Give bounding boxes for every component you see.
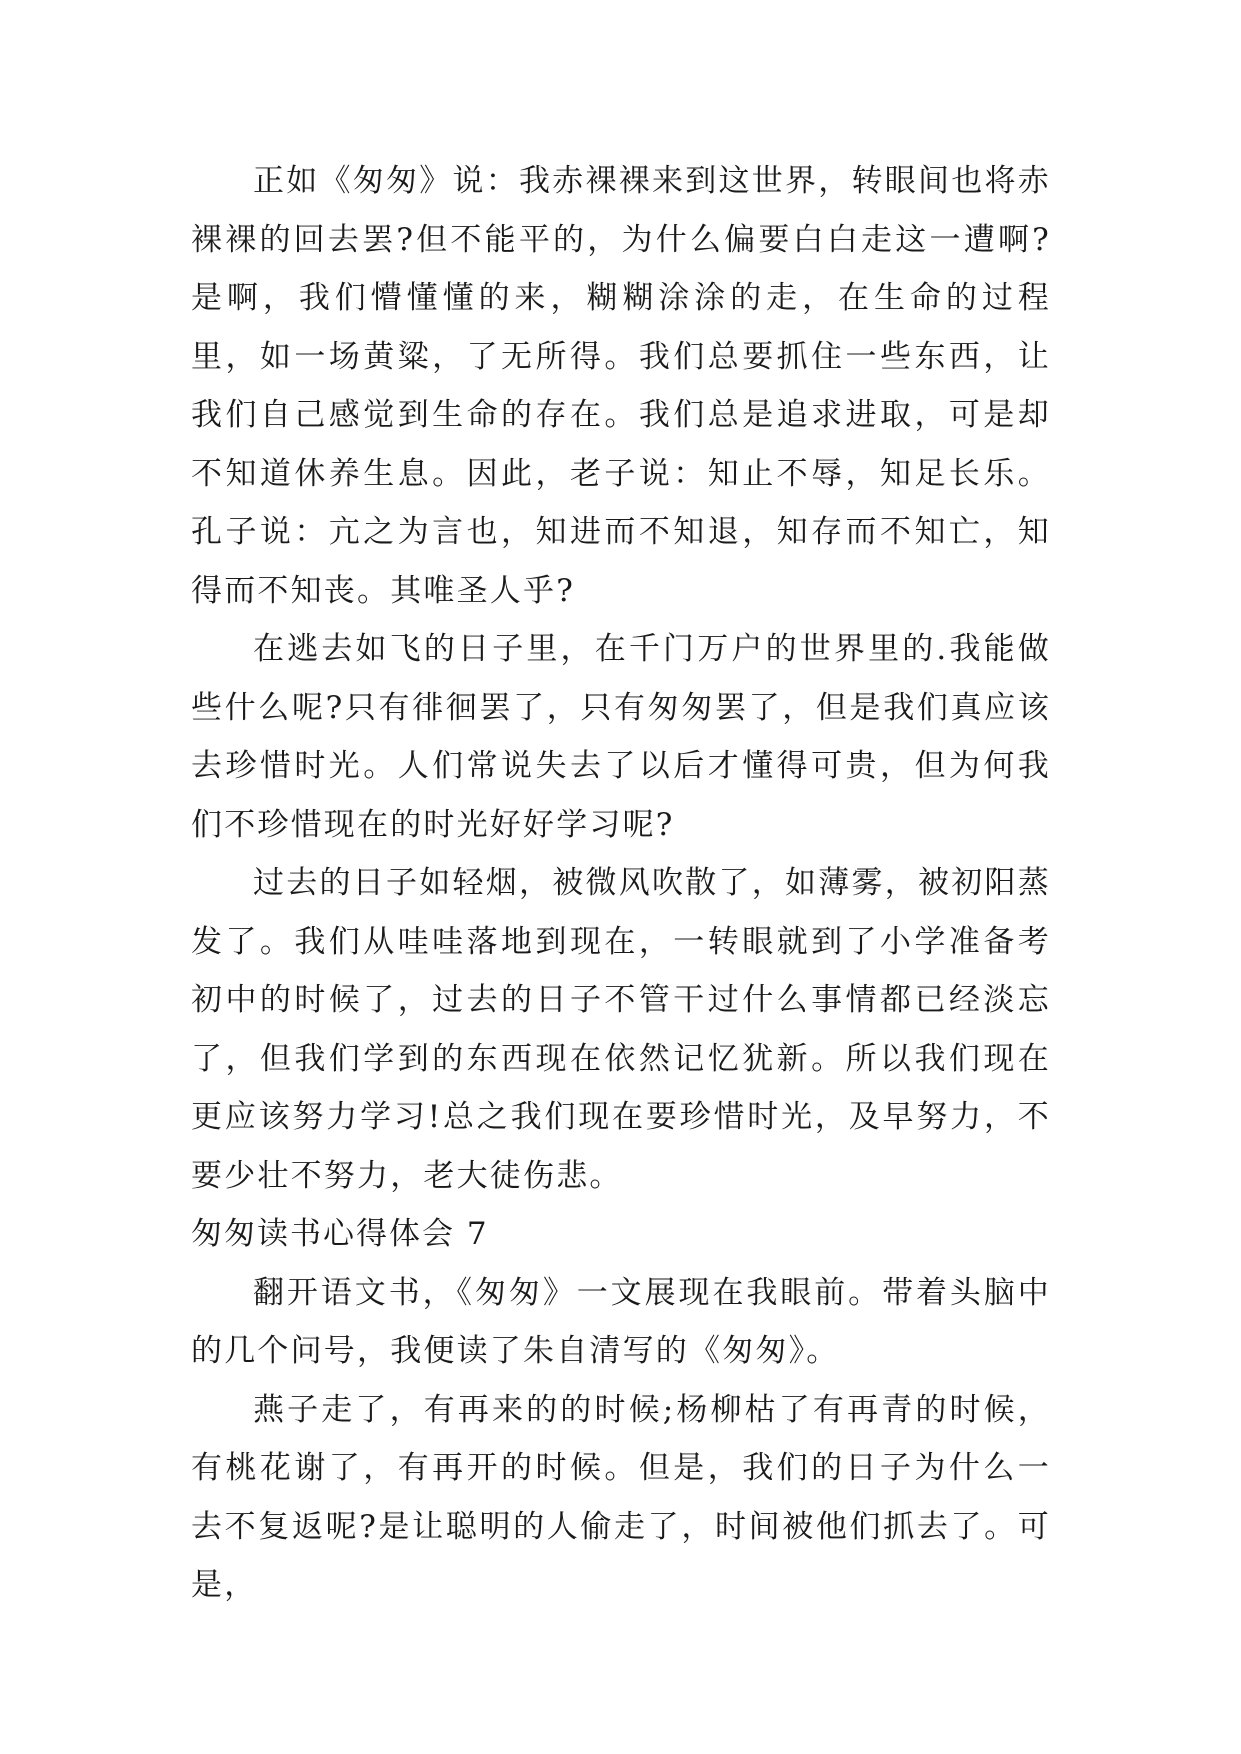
paragraph-5: 燕子走了，有再来的的时候;杨柳枯了有再青的时候，有桃花谢了，有再开的时候。但是，我们的日子为什么一去不复返呢?是让聪明的人偷走了，时间被他们抓去了。可是，	[191, 1391, 1051, 1603]
paragraph-4: 翻开语文书，《匆匆》一文展现在我眼前。带着头脑中的几个问号，我便读了朱自清写的《匆匆》。	[191, 1274, 1051, 1369]
document-body	[191, 152, 1051, 1615]
section-title: 匆匆读书心得体会 7	[191, 1216, 489, 1252]
paragraph-3: 过去的日子如轻烟，被微风吹散了，如薄雾，被初阳蒸发了。我们从哇哇落地到现在，一转眼就到了小学准备考初中的时候了，过去的日子不管干过什么事情都已经淡忘了，但我们学到的东西现在依然记忆犹新。所以我们现在更应该努力学习!总之我们现在要珍惜时光，及早努力，不要少壮不努力，老大徒伤悲。	[191, 865, 1051, 1194]
paragraph-1: 正如《匆匆》说：我赤裸裸来到这世界，转眼间也将赤裸裸的回去罢?但不能平的，为什么偏要白白走这一遭啊?是啊，我们懵懂懂的来，糊糊涂涂的走，在生命的过程里，如一场黄粱，了无所得。我们总要抓住一些东西，让我们自己感觉到生命的存在。我们总是追求进取，可是却不知道休养生息。因此，老子说：知止不辱，知足长乐。孔子说：亢之为言也，知进而不知退，知存而不知亡，知得而不知丧。其唯圣人乎?	[191, 163, 1051, 609]
paragraph-2: 在逃去如飞的日子里，在千门万户的世界里的.我能做些什么呢?只有徘徊罢了，只有匆匆罢了，但是我们真应该去珍惜时光。人们常说失去了以后才懂得可贵，但为何我们不珍惜现在的时光好好学习呢?	[191, 631, 1051, 843]
